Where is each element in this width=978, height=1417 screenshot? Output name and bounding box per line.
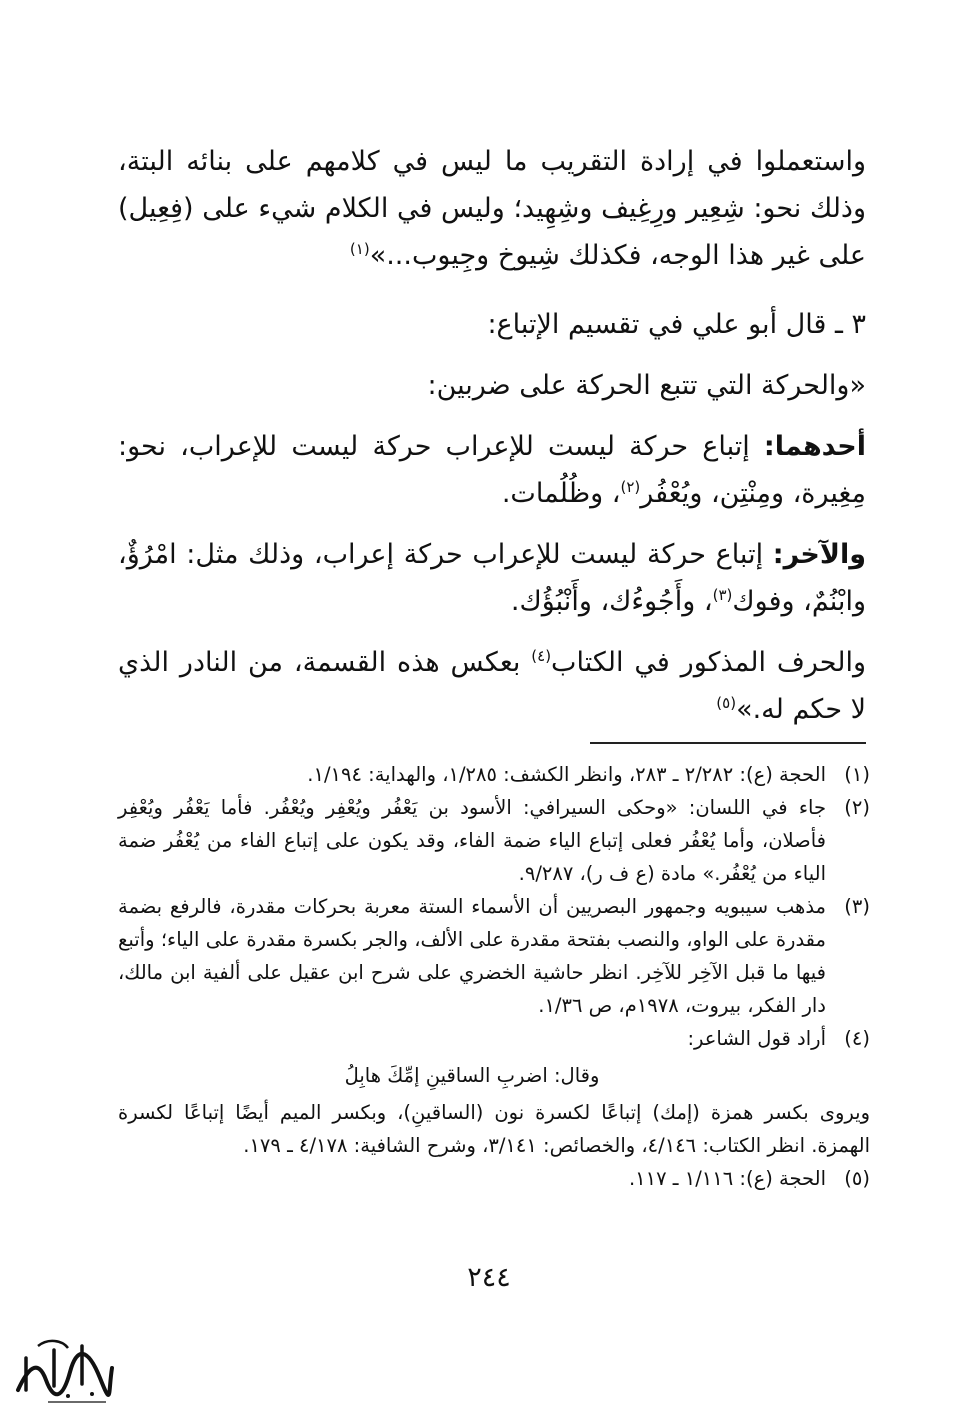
footnote-ref-2[interactable]: (٢) xyxy=(620,478,641,496)
footnote-ref-3[interactable]: (٣) xyxy=(712,586,733,604)
footnote-number: (٥) xyxy=(844,1167,870,1190)
paragraph-3: «والحركة التي تتبع الحركة على ضربين: xyxy=(427,370,866,401)
paragraph-2: ٣ ـ قال أبو علي في تقسيم الإتباع: xyxy=(487,309,866,340)
footnote-separator xyxy=(590,742,866,744)
footnote-1: (١) الحجة (ع): ٢/٢٨٢ ـ ٢٨٣، وانظر الكشف: ١/٢٨٥، والهداية: ١/١٩٤. xyxy=(118,758,870,791)
paragraph-5: والآخر: إتباع حركة ليست للإعراب حركة إعراب، وذلك مثل: امْرُؤٌ، وابْنُمٌ، وفوك$^{(٣)}$، وأَجُوءُك، وأَنْبُؤُك. xyxy=(118,539,866,617)
lead-word-first: أحدهما: xyxy=(763,431,866,462)
paragraph-1: واستعملوا في إرادة التقريب ما ليس في كلامهم على بنائه البتة، وذلك نحو: شِعِير ورِغِيف وشِهِيد؛ وليس في الكلام شيء على (فِعِيل) على غير هذا الوجه، فكذلك شِيوخ وجِيوب...»$^{(١)}$ xyxy=(118,146,866,271)
footnote-5: (٥) الحجة (ع): ١/١١٦ ـ ١١٧. xyxy=(118,1162,870,1195)
footnote-3: (٣) مذهب سيبويه وجمهور البصريين أن الأسماء الستة معربة بحركات مقدرة، فالرفع بضمة مقدرة على الواو، والنصب بفتحة مقدرة على الألف، والجر بكسرة مقدرة على الياء؛ وأتبع فيها ما قبل الآخِر للآخِر. انظر حاشية الخضري على شرح ابن عقيل على ألفية ابن مالك، دار الفكر، بيروت، ١٩٧٨م، ص ١/٣٦. xyxy=(118,890,870,1022)
footnote-4-continuation: ويروى بكسر همزة (إمك) إتباعًا لكسرة نون (الساقينِ)، وبكسر الميم أيضًا إتباعًا لكسرة الهمزة. انظر الكتاب: ٤/١٤٦، والخصائص: ٣/١٤١، وشرح الشافية: ٤/١٧٨ ـ ١٧٩. xyxy=(118,1101,870,1157)
footnotes xyxy=(118,758,870,1195)
paragraph-6: والحرف المذكور في الكتاب$^{(٤)}$ بعكس هذه القسمة، من النادر الذي لا حكم له.»$^{(٥)}$ xyxy=(118,647,866,725)
footnote-number: (٣) xyxy=(844,895,870,918)
paragraph-4: أحدهما: إتباع حركة ليست للإعراب حركة ليست للإعراب، نحو: مِغِيرة، ومِنْتِن، ويُعْفُر$^{(٢)}$، وظُلُمات. xyxy=(118,431,866,509)
footnote-ref-5[interactable]: (٥) xyxy=(716,694,737,712)
main-text xyxy=(118,138,866,747)
footnote-ref-4[interactable]: (٤) xyxy=(531,647,552,665)
footnote-number: (٢) xyxy=(844,796,870,819)
footnote-number: (٤) xyxy=(844,1027,870,1050)
footnote-number: (١) xyxy=(844,763,870,786)
footnote-4: (٤) أراد قول الشاعر: xyxy=(118,1022,870,1055)
page-number: ٢٤٤ xyxy=(467,1262,511,1293)
footnote-ref-1[interactable]: (١) xyxy=(349,240,370,258)
poetry-verse: وقال: اضربِ الساقينِ إمِّكَ هابِلُ xyxy=(344,1064,600,1087)
lead-word-second: والآخر: xyxy=(772,539,866,570)
footnote-2: (٢) جاء في اللسان: «وحكى السيرافي: الأسود بن يَعْفُر ويُعْفِر ويُعْفُر. فأما يَعْفُر ويُعْفِر فأصلان، وأما يُعْفُر فعلى إتباع الياء ضمة الفاء، وقد يكون على إتباع الفاء من يُعْفُر ضمة الياء من يُعْفُر.» مادة (ع ف ر)، ٩/٢٨٧. xyxy=(118,791,870,890)
calligraphy-stamp-logo xyxy=(8,1328,118,1408)
